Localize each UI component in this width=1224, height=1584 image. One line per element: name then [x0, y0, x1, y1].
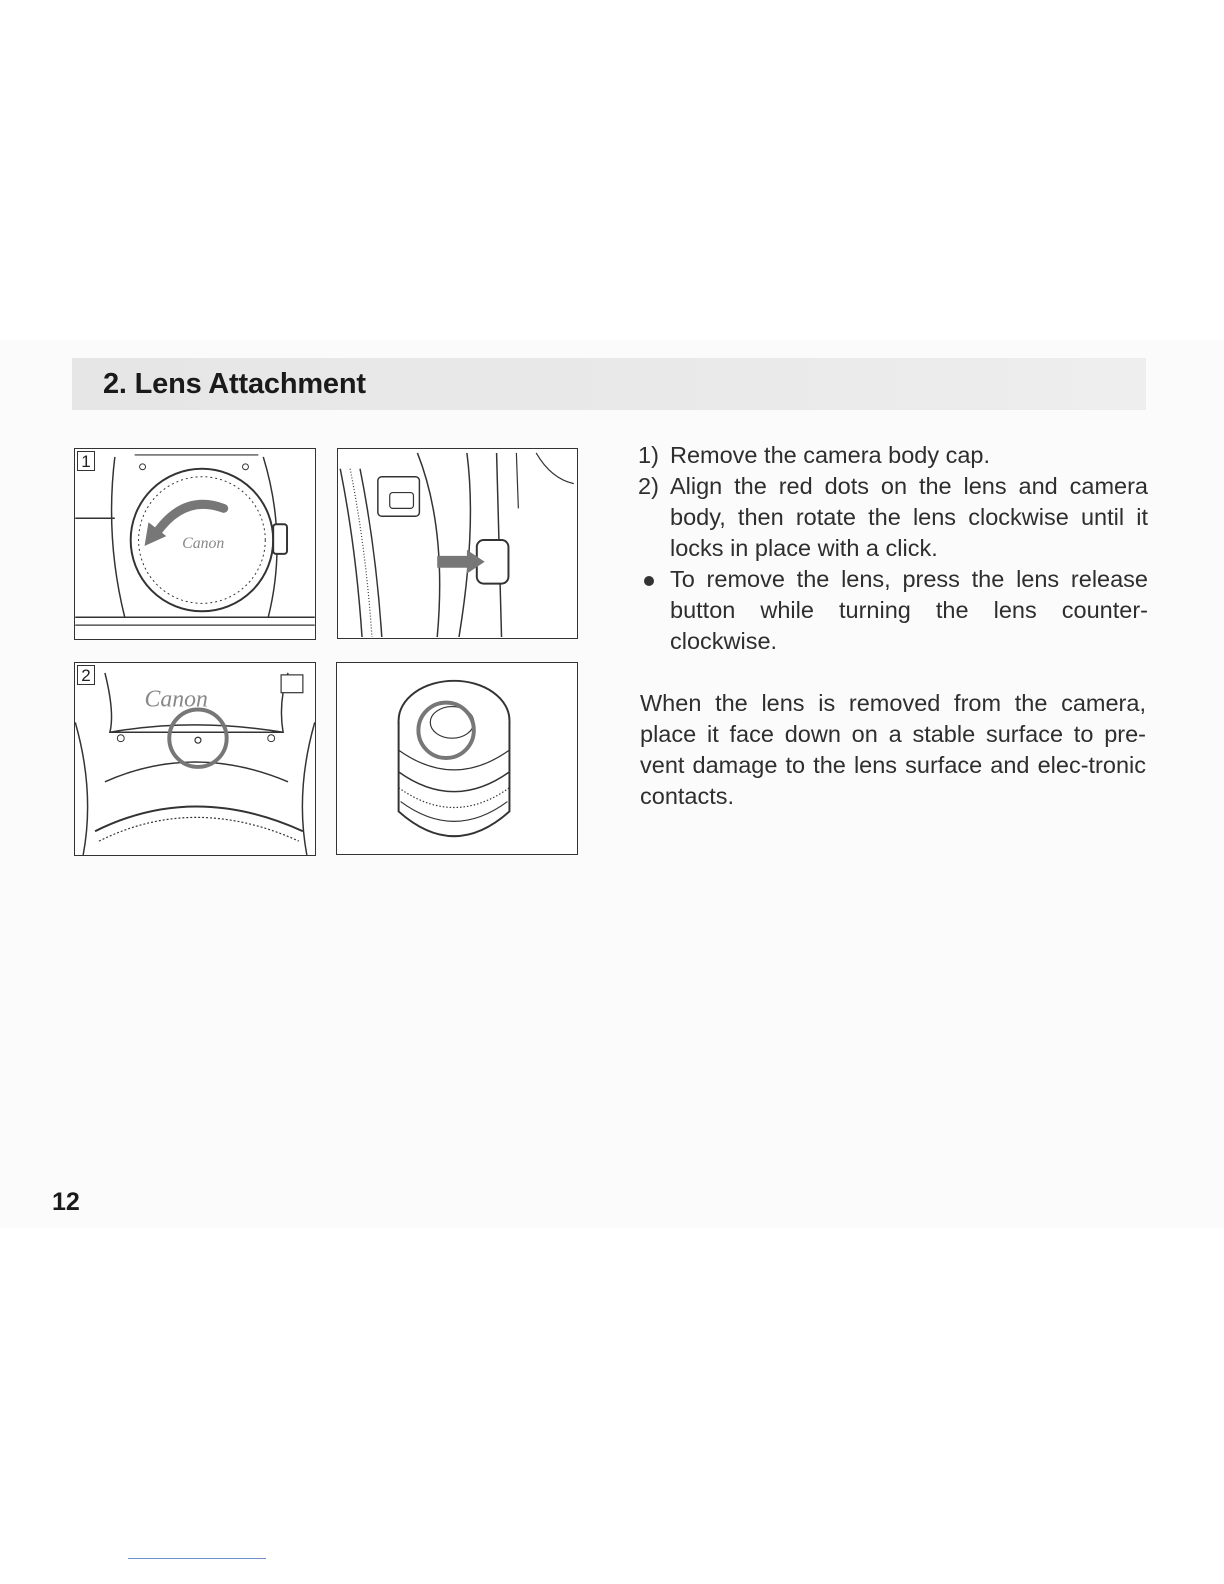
instruction-list: [638, 440, 1148, 657]
body-cap-illustration: [75, 449, 315, 639]
page-number: 12: [52, 1188, 80, 1216]
camera-logo: Canon: [144, 686, 208, 713]
footer-rule: [128, 1558, 266, 1559]
lens-illustration: [337, 663, 577, 854]
instruction-marker: 1): [638, 442, 659, 468]
mount-alignment-illustration: [75, 663, 315, 855]
bullet-icon: [644, 576, 654, 586]
section-title: 2. Lens Attachment: [103, 368, 366, 400]
figure-remove-body-cap: [74, 448, 316, 640]
instruction-item: [638, 471, 1148, 564]
step-number-2: 2: [77, 665, 95, 685]
instruction-text: To remove the lens, press the lens release button while turning the lens counter-clockwise.: [670, 566, 1148, 654]
instruction-marker: 2): [638, 473, 659, 499]
instruction-bullet-item: [638, 564, 1148, 657]
step-number-1: 1: [77, 451, 95, 471]
figure-lens-front: [336, 662, 578, 855]
figure-align-mount-dots: [74, 662, 316, 856]
lens-release-illustration: [338, 449, 577, 638]
instruction-text: Remove the camera body cap.: [670, 442, 991, 468]
figure-lens-release-button: [337, 448, 578, 639]
section-header-band: [72, 358, 1146, 410]
body-cap-logo: Canon: [182, 534, 225, 552]
lens-storage-note: When the lens is removed from the camera, place it face down on a stable surface to pre-vent damage to the lens surface and elec-tronic contacts.: [640, 690, 1146, 809]
instruction-text: Align the red dots on the lens and camera body, then rotate the lens clockwise until it locks in place with a click.: [670, 473, 1148, 561]
instruction-item: [638, 440, 1148, 471]
